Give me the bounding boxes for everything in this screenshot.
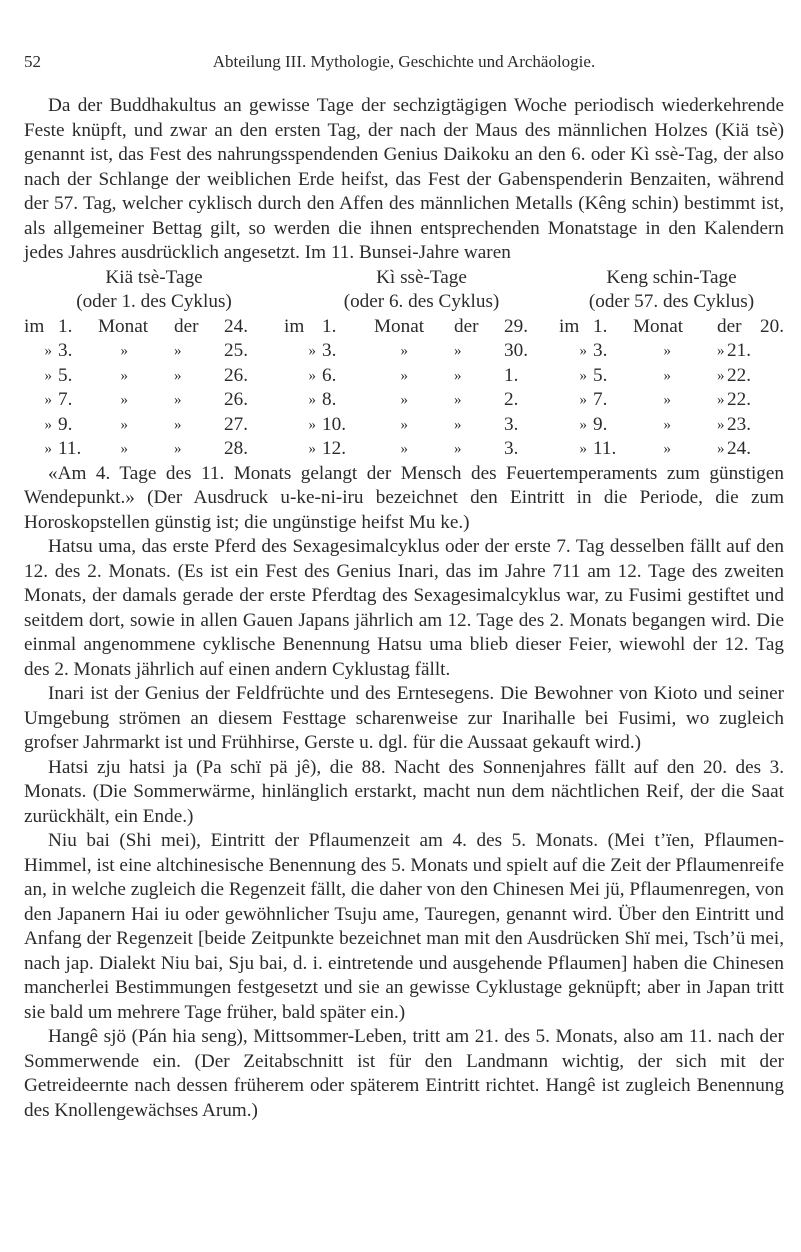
ditto-mark: » bbox=[454, 441, 462, 457]
table-cell: 12. bbox=[322, 438, 346, 459]
ditto-mark: » bbox=[174, 392, 182, 408]
table-cell: 3. bbox=[58, 340, 73, 361]
table-row bbox=[24, 364, 784, 389]
table-row bbox=[24, 315, 784, 340]
ditto-mark: » bbox=[717, 343, 725, 359]
column-subheader: (oder 1. des Cyklus) bbox=[76, 291, 232, 312]
table-subheader-row bbox=[24, 290, 784, 315]
table-cell bbox=[134, 437, 174, 462]
column-subheader: (oder 57. des Cyklus) bbox=[588, 291, 755, 312]
ditto-mark: » bbox=[663, 416, 671, 433]
ditto-mark: » bbox=[454, 416, 462, 433]
table-body bbox=[24, 339, 784, 462]
column-subheader: (oder 6. des Cyklus) bbox=[343, 291, 500, 312]
ditto-mark: » bbox=[663, 343, 671, 359]
table-cell bbox=[677, 339, 717, 364]
ditto-mark: » bbox=[579, 367, 587, 384]
ditto-mark: » bbox=[663, 441, 671, 457]
ditto-mark: » bbox=[454, 367, 462, 384]
table-cell: 1. bbox=[593, 315, 608, 337]
table-cell: 8. bbox=[322, 389, 337, 410]
ditto-mark: » bbox=[579, 392, 587, 408]
table-cell: 23. bbox=[727, 413, 751, 435]
table-cell: 6. bbox=[322, 364, 337, 386]
table-cell: 10. bbox=[322, 413, 346, 435]
ditto-mark: » bbox=[717, 441, 725, 457]
table-cell: 24. bbox=[727, 438, 751, 459]
ditto-mark: » bbox=[174, 367, 182, 384]
table-cell bbox=[134, 339, 174, 364]
ditto-mark: » bbox=[400, 367, 408, 384]
column-header-keng-schin: Keng schin-Tage bbox=[606, 266, 737, 288]
table-cell bbox=[677, 413, 717, 438]
ditto-mark: » bbox=[120, 367, 128, 384]
ditto-mark: » bbox=[717, 392, 725, 408]
table-cell bbox=[134, 388, 174, 413]
table-cell: der bbox=[454, 315, 479, 337]
ditto-mark: » bbox=[454, 392, 462, 408]
table-cell: 3. bbox=[504, 413, 519, 435]
ditto-mark: » bbox=[308, 441, 316, 457]
table-cell: 22. bbox=[727, 389, 751, 410]
table-cell: 28. bbox=[224, 438, 248, 459]
table-cell: 20. bbox=[760, 315, 784, 337]
table-cell: 30. bbox=[504, 340, 528, 361]
paragraph-niu-bai: Niu bai (Shi mei), Eintritt der Pflaumenzeit am 4. des 5. Monats. (Mei t’ïen, Pflaumen-Himmel, ist eine altchinesische Benennung des 5. Monats und spielt auf die Zeit der Pflaumenreife an, in welche zugleich die Regenzeit fällt, die daher von den Chinesen Mei jü, Pflaumenregen, von den Japanern Hai iu oder gewöhnlicher Tsuju ame, Tauregen, genannt wird. Über den Eintritt und Anfang der Regenzeit [beide Zeitpunkte bezeichnet man mit den Ausdrücken Shï mei, Tsch’ü mei, nach jap. Dialekt Niu bai, Sju bai, d. i. eintretende und ausgehende Pflaumen] haben die Chinesen mancherlei Bestimmungen festgesetzt und sie an gewisse Cyklustage geknüpft; aber in Japan tritt sie bald um mehrere Tage früher, bald später ein.) bbox=[24, 830, 784, 1023]
running-head: Abteilung III. Mythologie, Geschichte und Archäologie. bbox=[212, 52, 596, 71]
table-cell: 1. bbox=[322, 315, 337, 337]
table-cell: 11. bbox=[58, 438, 82, 459]
table-cell: 22. bbox=[727, 364, 751, 386]
table-row bbox=[24, 339, 784, 364]
table-cell: 26. bbox=[224, 364, 248, 386]
page-header bbox=[24, 52, 784, 76]
ditto-mark: » bbox=[400, 343, 408, 359]
table-cell: Monat bbox=[98, 315, 149, 337]
table-cell: der bbox=[717, 315, 742, 337]
ditto-mark: » bbox=[120, 392, 128, 408]
ditto-mark: » bbox=[717, 416, 725, 433]
table-cell: 11. bbox=[593, 438, 617, 459]
table-cell bbox=[134, 364, 174, 389]
ditto-mark: » bbox=[579, 441, 587, 457]
paragraph-fire-temperament: «Am 4. Tage des 11. Monats gelangt der Mensch des Feuertemperaments zum günstigen Wendepunkt.» (Der Ausdruck u-ke-ni-iru bezeichnet den Eintritt in die Periode, die zum Horoskopstellen günstig ist; die ungünstige heifst Mu ke.) bbox=[24, 462, 784, 533]
table-cell: 24. bbox=[224, 315, 248, 337]
ditto-mark: » bbox=[400, 416, 408, 433]
table-cell: Monat bbox=[633, 315, 684, 337]
table-cell: 21. bbox=[727, 340, 751, 361]
table-cell bbox=[414, 339, 454, 364]
ditto-mark: » bbox=[308, 416, 316, 433]
table-cell: 7. bbox=[593, 389, 608, 410]
table-cell: 5. bbox=[58, 364, 73, 386]
table-cell bbox=[677, 364, 717, 389]
table-cell: im bbox=[559, 315, 580, 337]
table-row bbox=[24, 437, 784, 462]
paragraph-hatsu-uma: Hatsu uma, das erste Pferd des Sexagesimalcyklus oder der erste 7. Tag desselben fällt auf den 12. des 2. Monats. (Es ist ein Fest des Genius Inari, das im Jahre 711 am 12. Tage des zweiten Monats, der damals gerade der erste Pferdtag des Sexagesimalcyklus war, zu Fusimi gestiftet und seitdem dort, sowie in allen Gauen Japans jährlich am 12. Tage des 2. Monats begangen wird. Die einmal angenommene cyklische Benennung Hatsu uma blieb dieser Feier, wiewohl der 12. Tag des 2. Monats jährlich auf einen andern Cyklustag fällt. bbox=[24, 536, 784, 680]
table-cell: 3. bbox=[504, 438, 519, 459]
table-cell bbox=[414, 413, 454, 438]
table-cell bbox=[677, 437, 717, 462]
ditto-mark: » bbox=[454, 343, 462, 359]
ditto-mark: » bbox=[579, 343, 587, 359]
body-text bbox=[24, 94, 784, 1123]
table-cell: 1. bbox=[504, 364, 519, 386]
table-cell: Monat bbox=[374, 315, 425, 337]
table-row bbox=[24, 388, 784, 413]
table-cell: 9. bbox=[58, 413, 73, 435]
table-row bbox=[24, 413, 784, 438]
ditto-mark: » bbox=[308, 343, 316, 359]
table-cell: 3. bbox=[593, 340, 608, 361]
ditto-mark: » bbox=[44, 392, 52, 408]
column-header-ki-sse: Kì ssè-Tage bbox=[376, 266, 467, 288]
ditto-mark: » bbox=[120, 441, 128, 457]
table-cell bbox=[677, 388, 717, 413]
paragraph-hatsi-zju: Hatsi zju hatsi ja (Pa schï pä jê), die 88. Nacht des Sonnenjahres fällt auf den 20. des 3. Monats. (Die Sommerwärme, hinlänglich erstarkt, macht nun dem nächtlichen Reif, der die Saat zurückhält, ein Ende.) bbox=[24, 756, 784, 827]
table-cell: 5. bbox=[593, 364, 608, 386]
table-cell: 2. bbox=[504, 389, 519, 410]
ditto-mark: » bbox=[44, 416, 52, 433]
paragraph-inari: Inari ist der Genius der Feldfrüchte und des Erntesegens. Die Bewohner von Kioto und seiner Umgebung strömen an diesem Festtage scharenweise zur Inarihalle bei Fusimi, wo zugleich grofser Jahrmarkt ist und Frühhirse, Gerste u. dgl. für die Aussaat gekauft wird.) bbox=[24, 683, 784, 753]
table-cell: 1. bbox=[58, 315, 73, 337]
page-number: 52 bbox=[24, 52, 41, 71]
ditto-mark: » bbox=[44, 367, 52, 384]
ditto-mark: » bbox=[174, 416, 182, 433]
ditto-mark: » bbox=[44, 343, 52, 359]
ditto-mark: » bbox=[174, 343, 182, 359]
ditto-mark: » bbox=[717, 367, 725, 384]
table-cell: 7. bbox=[58, 389, 73, 410]
table-cell: im bbox=[24, 315, 45, 337]
table-cell: der bbox=[174, 315, 199, 337]
table-cell: 25. bbox=[224, 340, 248, 361]
ditto-mark: » bbox=[400, 441, 408, 457]
table-cell: im bbox=[284, 315, 305, 337]
ditto-mark: » bbox=[120, 343, 128, 359]
table-cell: 27. bbox=[224, 413, 248, 435]
paragraph-intro: Da der Buddhakultus an gewisse Tage der sechzigtägigen Woche periodisch wiederkehrende Feste knüpft, und zwar an den ersten Tag, der nach der Maus des männlichen Holzes (Kiä tsè) genannt ist, das Fest des nahrungsspendenden Genius Daikoku an den 6. oder Kì ssè-Tag, der also nach der Schlange der weiblichen Erde heifst, das Fest der Gabenspenderin Benzaiten, während der 57. Tag, welcher cyklisch durch den Affen des männlichen Metalls (Kêng schin) bestimmt ist, als allgemeiner Bettag gilt, so werden die ihnen entsprechenden Monatstage in den Kalendern jedes Jahres ausdrücklich angesetzt. Im 11. Bunsei-Jahre waren bbox=[24, 95, 784, 263]
ditto-mark: » bbox=[663, 392, 671, 408]
table-cell: 3. bbox=[322, 340, 337, 361]
ditto-mark: » bbox=[308, 367, 316, 384]
ditto-mark: » bbox=[663, 367, 671, 384]
ditto-mark: » bbox=[400, 392, 408, 408]
ditto-mark: » bbox=[174, 441, 182, 457]
paragraph-hange-sjo: Hangê sjö (Pán hia seng), Mittsommer-Leben, tritt am 21. des 5. Monats, also am 11. nach der Sommerwende ein. (Der Zeitabschnitt ist für den Landmann wichtig, der sich mit der Getreideernte nach dessen früherem oder späterem Eintritt richtet. Hangê ist zugleich Benennung des Knollengewächses Arum.) bbox=[24, 1026, 784, 1121]
ditto-mark: » bbox=[120, 416, 128, 433]
cycle-days-table bbox=[24, 266, 784, 462]
table-cell: 9. bbox=[593, 413, 608, 435]
table-cell bbox=[414, 364, 454, 389]
table-cell: 26. bbox=[224, 389, 248, 410]
ditto-mark: » bbox=[579, 416, 587, 433]
table-cell bbox=[414, 388, 454, 413]
ditto-mark: » bbox=[308, 392, 316, 408]
table-cell bbox=[134, 413, 174, 438]
table-header-row bbox=[24, 266, 784, 291]
table-cell bbox=[414, 437, 454, 462]
table-cell: 29. bbox=[504, 315, 528, 337]
column-header-kia-tse: Kiä tsè-Tage bbox=[105, 266, 203, 288]
ditto-mark: » bbox=[44, 441, 52, 457]
